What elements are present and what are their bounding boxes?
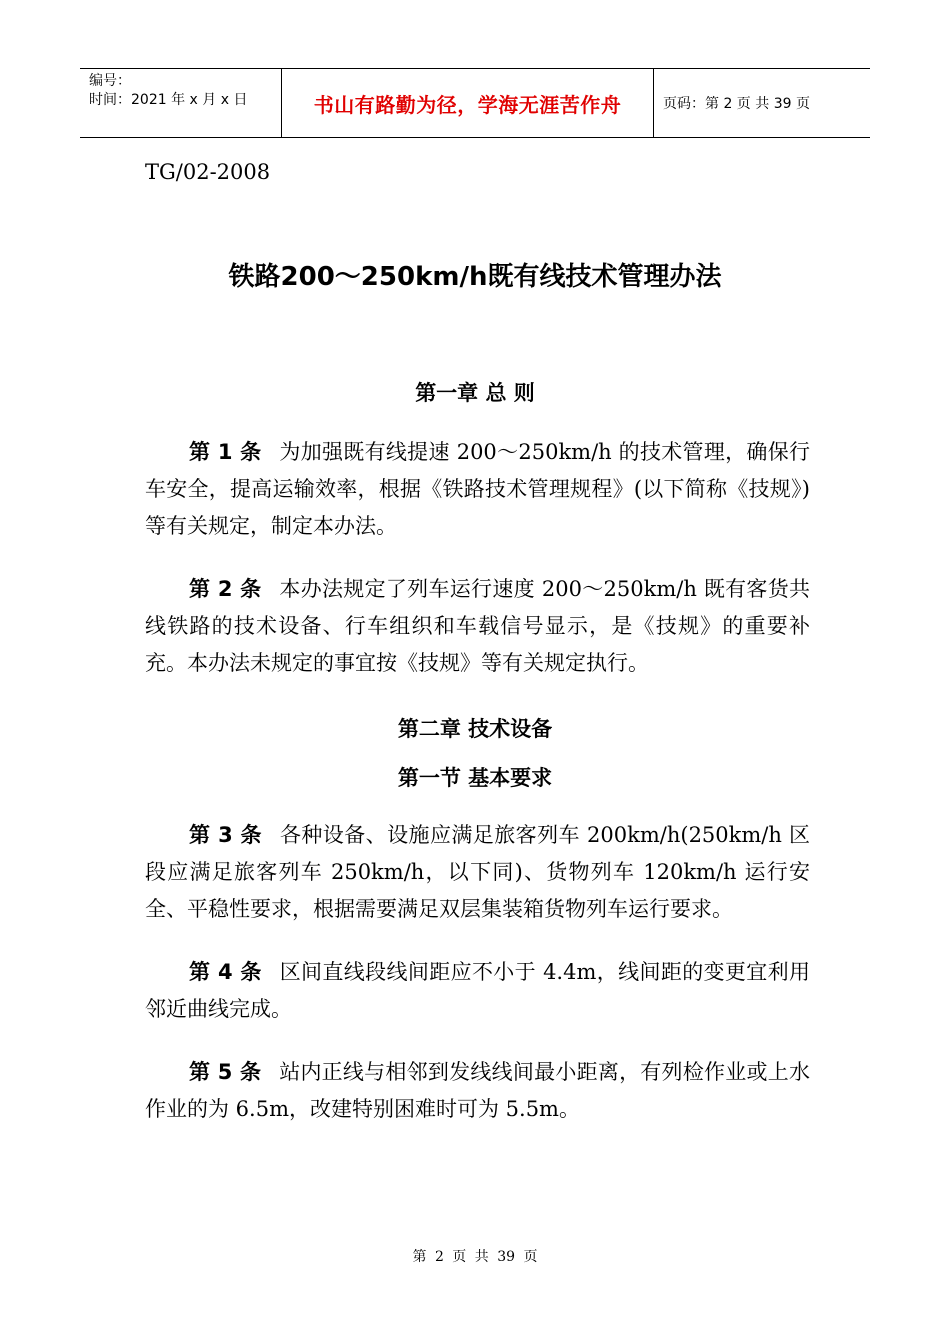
article-text: 本办法规定了列车运行速度 200～250km/h 既有客货共线铁路的技术设备、行车组织和车载信号显示，是《技规》的重要补充。本办法未规定的事宜按《技规》等有关规定执行。 [145,577,810,675]
article-3 [145,817,810,928]
article-number: 第 3 条 [189,823,262,847]
number-label: 编号： [89,73,131,89]
article-text: 各种设备、设施应满足旅客列车 200km/h(250km/h 区段应满足旅客列车 250km/h，以下同)、货物列车 120km/h 运行安全、平稳性要求，根据需要满足双层集装箱货物列车运行要求。 [145,823,810,921]
article-number: 第 5 条 [189,1060,262,1084]
page-header [80,68,870,138]
article-number: 第 1 条 [189,440,262,464]
article-text: 为加强既有线提速 200～250km/h 的技术管理，确保行车安全，提高运输效率，根据《铁路技术管理规程》(以下简称《技规》)等有关规定，制定本办法。 [145,440,810,538]
chapter-heading-equipment: 第二章 技术设备 [397,717,553,741]
motto-text: 书山有路勤为径，学海无涯苦作舟 [313,92,622,117]
header-meta [80,69,282,137]
article-1 [145,434,810,545]
article-number: 第 4 条 [189,960,262,984]
article-text: 站内正线与相邻到发线线间最小距离，有列检作业或上水作业的为 6.5m，改建特别困难时可为 5.5m。 [145,1060,810,1121]
article-text: 区间直线段线间距应不小于 4.4m，线间距的变更宜利用邻近曲线完成。 [145,960,811,1021]
document-code: TG/02-2008 [145,160,271,184]
date-label: 时间：2021 年 x 月 x 日 [89,92,248,108]
page-footer: 第 2 页 共 39 页 [412,1249,538,1265]
header-motto-cell [282,69,654,137]
header-page-info [654,69,870,137]
document-title: 铁路200～250km/h既有线技术管理办法 [228,262,722,292]
chapter-heading-general: 第一章 总 则 [415,381,535,405]
article-2 [145,571,810,682]
article-4 [145,954,810,1028]
article-number: 第 2 条 [189,577,262,601]
section-heading-basic: 第一节 基本要求 [397,766,553,790]
article-5 [145,1054,810,1128]
page-info-text: 页码：第 2 页 共 39 页 [663,96,810,112]
